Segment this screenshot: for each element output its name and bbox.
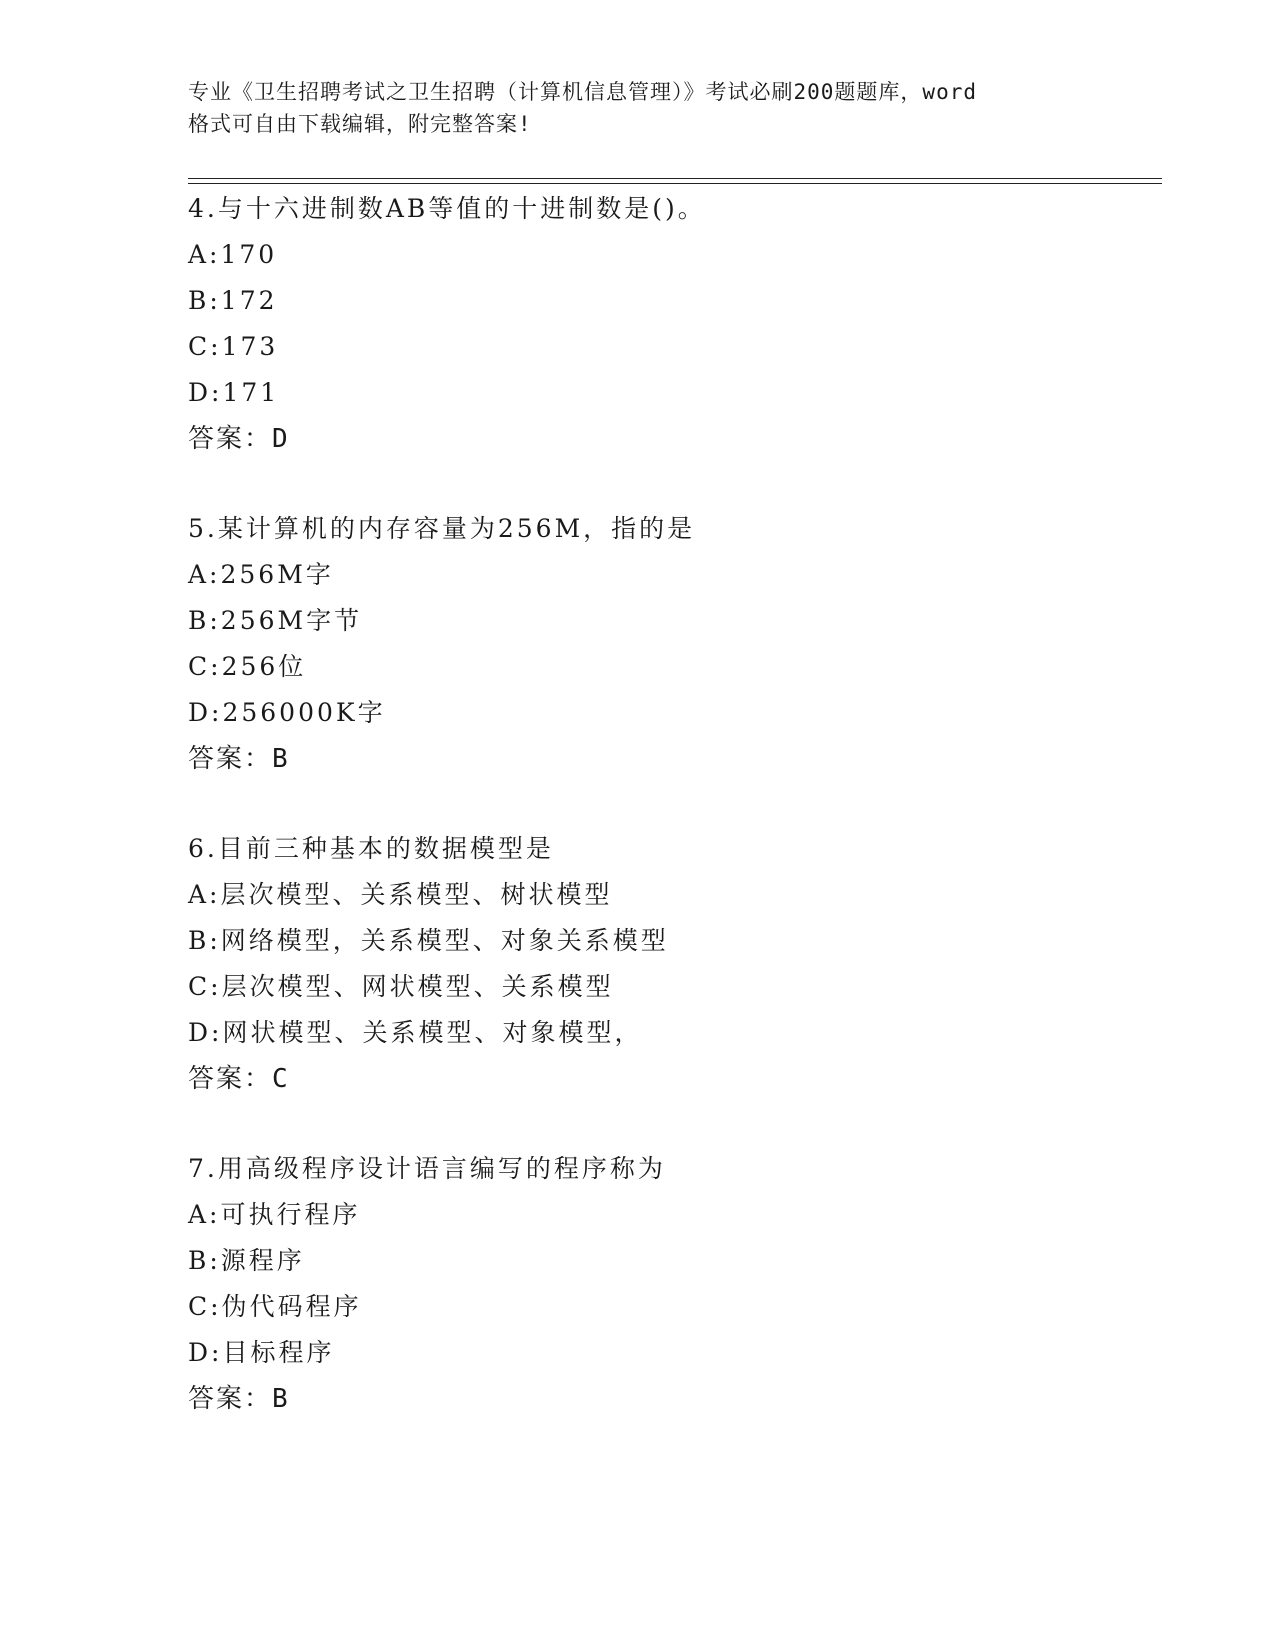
- option-label: C:: [188, 652, 222, 681]
- answer-line: 答案：D: [188, 424, 290, 454]
- question-stem: 6.目前三种基本的数据模型是: [188, 834, 554, 863]
- option-d: [188, 690, 1148, 736]
- option-label: B:: [188, 606, 221, 635]
- question-stem: 5.某计算机的内存容量为256M，指的是: [188, 514, 696, 543]
- option-label: A:: [188, 560, 221, 589]
- option-text: 256M字: [220, 560, 334, 589]
- option-text: 256M字节: [220, 606, 363, 635]
- option-label: A:: [188, 1200, 221, 1229]
- option-label: D:: [188, 1018, 223, 1047]
- option-label: B:: [188, 1246, 221, 1275]
- option-label: D:: [188, 1338, 223, 1367]
- option-c: [188, 324, 1148, 370]
- option-d: [188, 370, 1148, 416]
- option-label: C:: [188, 1292, 222, 1321]
- option-text: 源程序: [220, 1246, 305, 1275]
- option-label: A:: [188, 240, 221, 269]
- document-header: [188, 76, 1088, 140]
- option-text: 可执行程序: [220, 1200, 361, 1229]
- option-text: 网状模型、关系模型、对象模型，: [222, 1018, 643, 1047]
- option-a: [188, 552, 1148, 598]
- option-c: [188, 1284, 1148, 1330]
- question-block: [188, 1146, 1148, 1422]
- option-label: D:: [188, 378, 223, 407]
- option-text: 256位: [221, 652, 307, 681]
- option-label: D:: [188, 698, 223, 727]
- option-a: [188, 872, 1148, 918]
- option-text: 170: [220, 240, 278, 269]
- option-label: C:: [188, 332, 222, 361]
- option-c: [188, 964, 1148, 1010]
- option-text: 171: [222, 378, 280, 407]
- header-line-2: 格式可自由下载编辑，附完整答案!: [188, 112, 532, 136]
- option-label: B:: [188, 926, 221, 955]
- header-divider-bottom: [188, 183, 1162, 184]
- option-label: A:: [188, 880, 221, 909]
- header-line-1: 专业《卫生招聘考试之卫生招聘（计算机信息管理）》考试必刷200题题库，word: [188, 80, 977, 104]
- option-a: [188, 1192, 1148, 1238]
- question-stem: 7.用高级程序设计语言编写的程序称为: [188, 1154, 666, 1183]
- option-c: [188, 644, 1148, 690]
- option-label: B:: [188, 286, 221, 315]
- answer-line: 答案：B: [188, 1384, 290, 1414]
- question-block: [188, 186, 1148, 462]
- option-text: 伪代码程序: [221, 1292, 362, 1321]
- option-b: [188, 278, 1148, 324]
- option-d: [188, 1330, 1148, 1376]
- option-d: [188, 1010, 1148, 1056]
- option-text: 172: [220, 286, 278, 315]
- question-block: [188, 506, 1148, 782]
- answer-line: 答案：C: [188, 1064, 290, 1094]
- option-text: 173: [221, 332, 279, 361]
- answer-line: 答案：B: [188, 744, 290, 774]
- option-a: [188, 232, 1148, 278]
- option-b: [188, 1238, 1148, 1284]
- option-b: [188, 918, 1148, 964]
- option-label: C:: [188, 972, 222, 1001]
- option-text: 网络模型，关系模型、对象关系模型: [220, 926, 669, 955]
- option-b: [188, 598, 1148, 644]
- option-text: 层次模型、关系模型、树状模型: [220, 880, 613, 909]
- option-text: 256000K字: [222, 698, 386, 727]
- question-block: [188, 826, 1148, 1102]
- question-stem: 4.与十六进制数AB等值的十进制数是()。: [188, 194, 706, 223]
- header-divider-top: [188, 178, 1162, 179]
- option-text: 目标程序: [222, 1338, 335, 1367]
- option-text: 层次模型、网状模型、关系模型: [221, 972, 614, 1001]
